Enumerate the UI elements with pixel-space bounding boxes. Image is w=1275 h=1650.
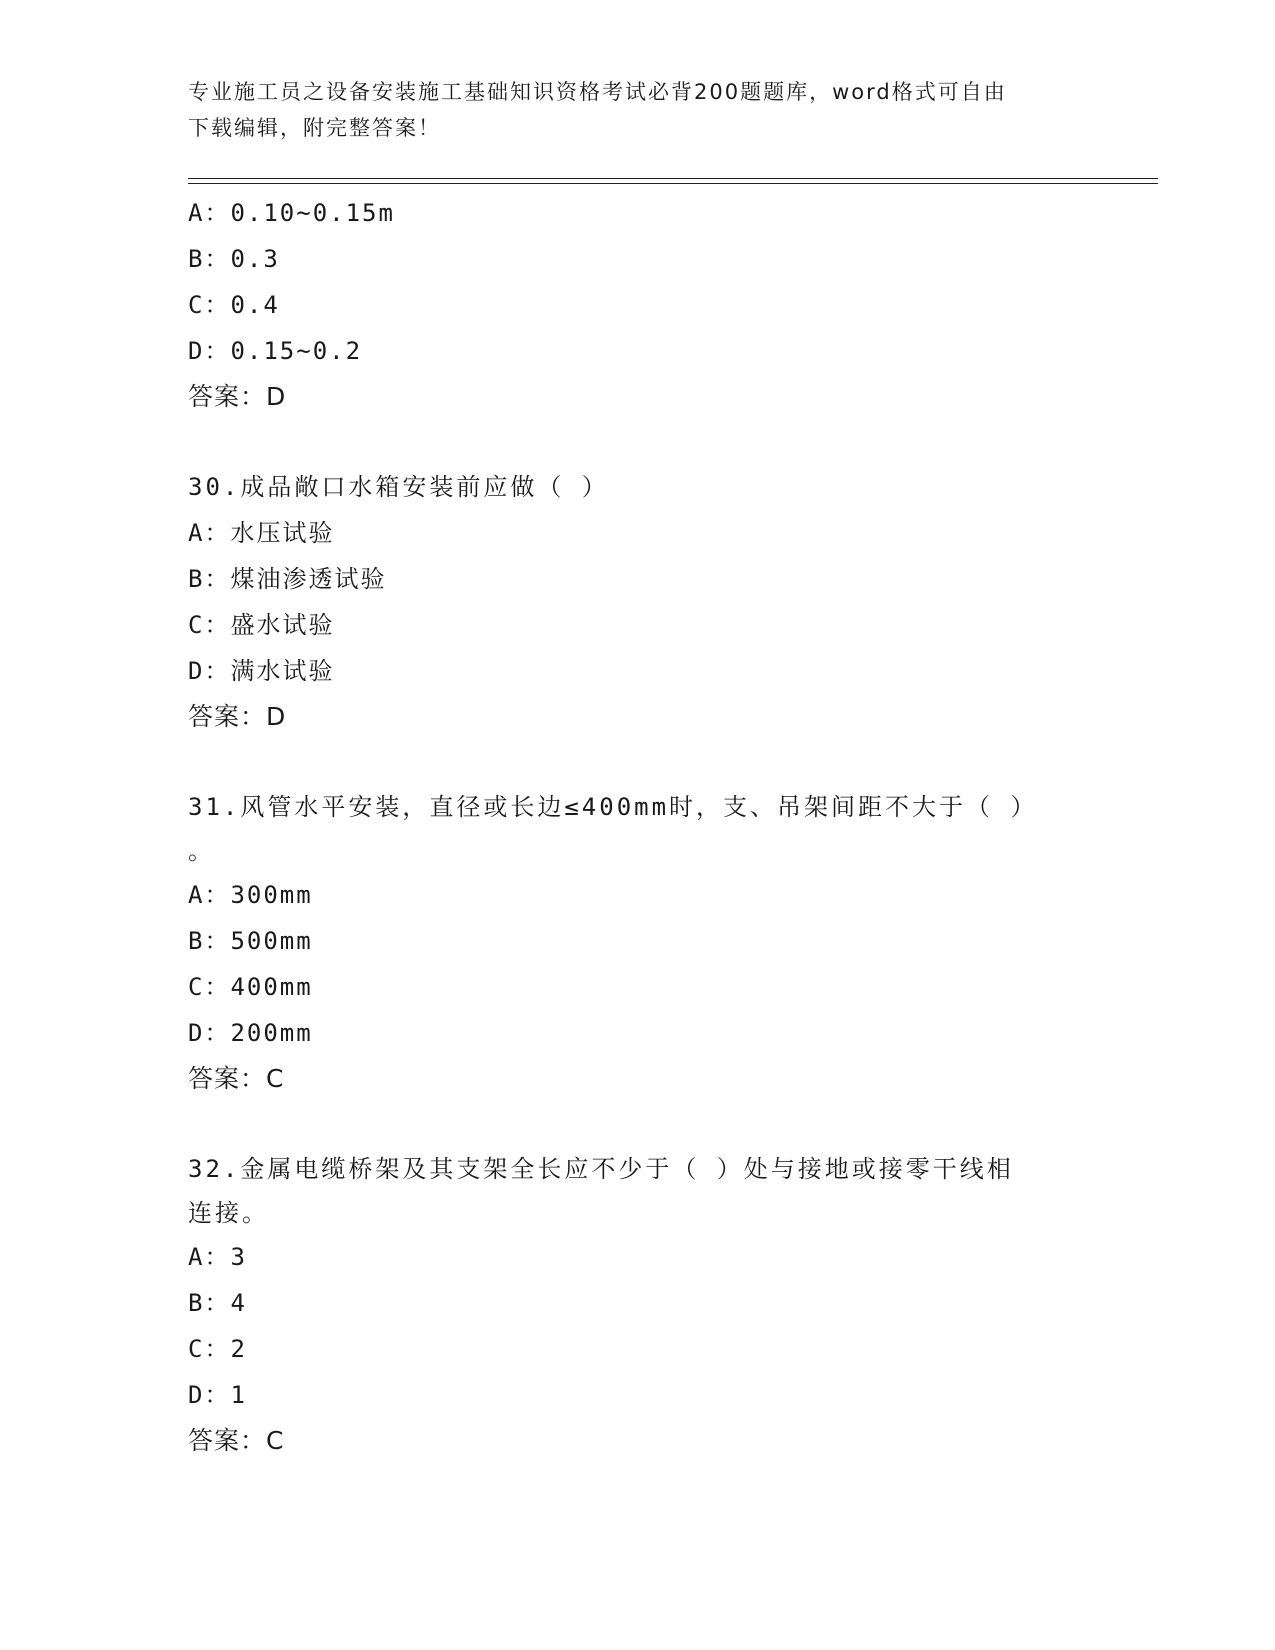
option-d: D：0.15~0.2 [188, 337, 363, 365]
block-gap [188, 1102, 1088, 1146]
question-block-30 [188, 464, 1088, 740]
option-a: A：0.10~0.15m [188, 199, 395, 227]
option-a: A：3 [188, 1243, 247, 1271]
header-rule-top [188, 178, 1158, 179]
question-block-29 [188, 190, 1088, 420]
option-c: C：0.4 [188, 291, 280, 319]
option-c: C：2 [188, 1335, 247, 1363]
question-block-31 [188, 784, 1088, 1102]
header-line-1: 专业施工员之设备安装施工基础知识资格考试必背200题题库，word格式可自由 [188, 80, 1007, 104]
answer-line: 答案：C [188, 1064, 285, 1093]
option-a: A：水压试验 [188, 519, 335, 547]
document-header [188, 74, 1088, 146]
option-c: C：400mm [188, 973, 313, 1001]
question-text-continuation: 。 [188, 837, 215, 865]
question-list [188, 190, 1088, 1464]
option-a: A：300mm [188, 881, 313, 909]
block-gap [188, 420, 1088, 464]
block-gap [188, 740, 1088, 784]
option-b: B：0.3 [188, 245, 280, 273]
question-text: 32.金属电缆桥架及其支架全长应不少于（ ）处与接地或接零干线相 [188, 1155, 1014, 1183]
answer-line: 答案：D [188, 382, 287, 411]
answer-line: 答案：C [188, 1426, 285, 1455]
question-block-32 [188, 1146, 1088, 1464]
question-text: 30.成品敞口水箱安装前应做（ ） [188, 473, 609, 501]
option-c: C：盛水试验 [188, 611, 335, 639]
question-text-continuation: 连接。 [188, 1199, 269, 1227]
option-b: B：500mm [188, 927, 313, 955]
question-text: 31.风管水平安装，直径或长边≤400mm时，支、吊架间距不大于（ ） [188, 793, 1038, 821]
option-d: D：满水试验 [188, 657, 335, 685]
option-d: D：200mm [188, 1019, 313, 1047]
option-b: B：煤油渗透试验 [188, 565, 387, 593]
answer-line: 答案：D [188, 702, 287, 731]
option-b: B：4 [188, 1289, 247, 1317]
option-d: D：1 [188, 1381, 247, 1409]
header-line-2: 下载编辑，附完整答案！ [188, 116, 441, 140]
header-rule-bottom [188, 183, 1158, 184]
